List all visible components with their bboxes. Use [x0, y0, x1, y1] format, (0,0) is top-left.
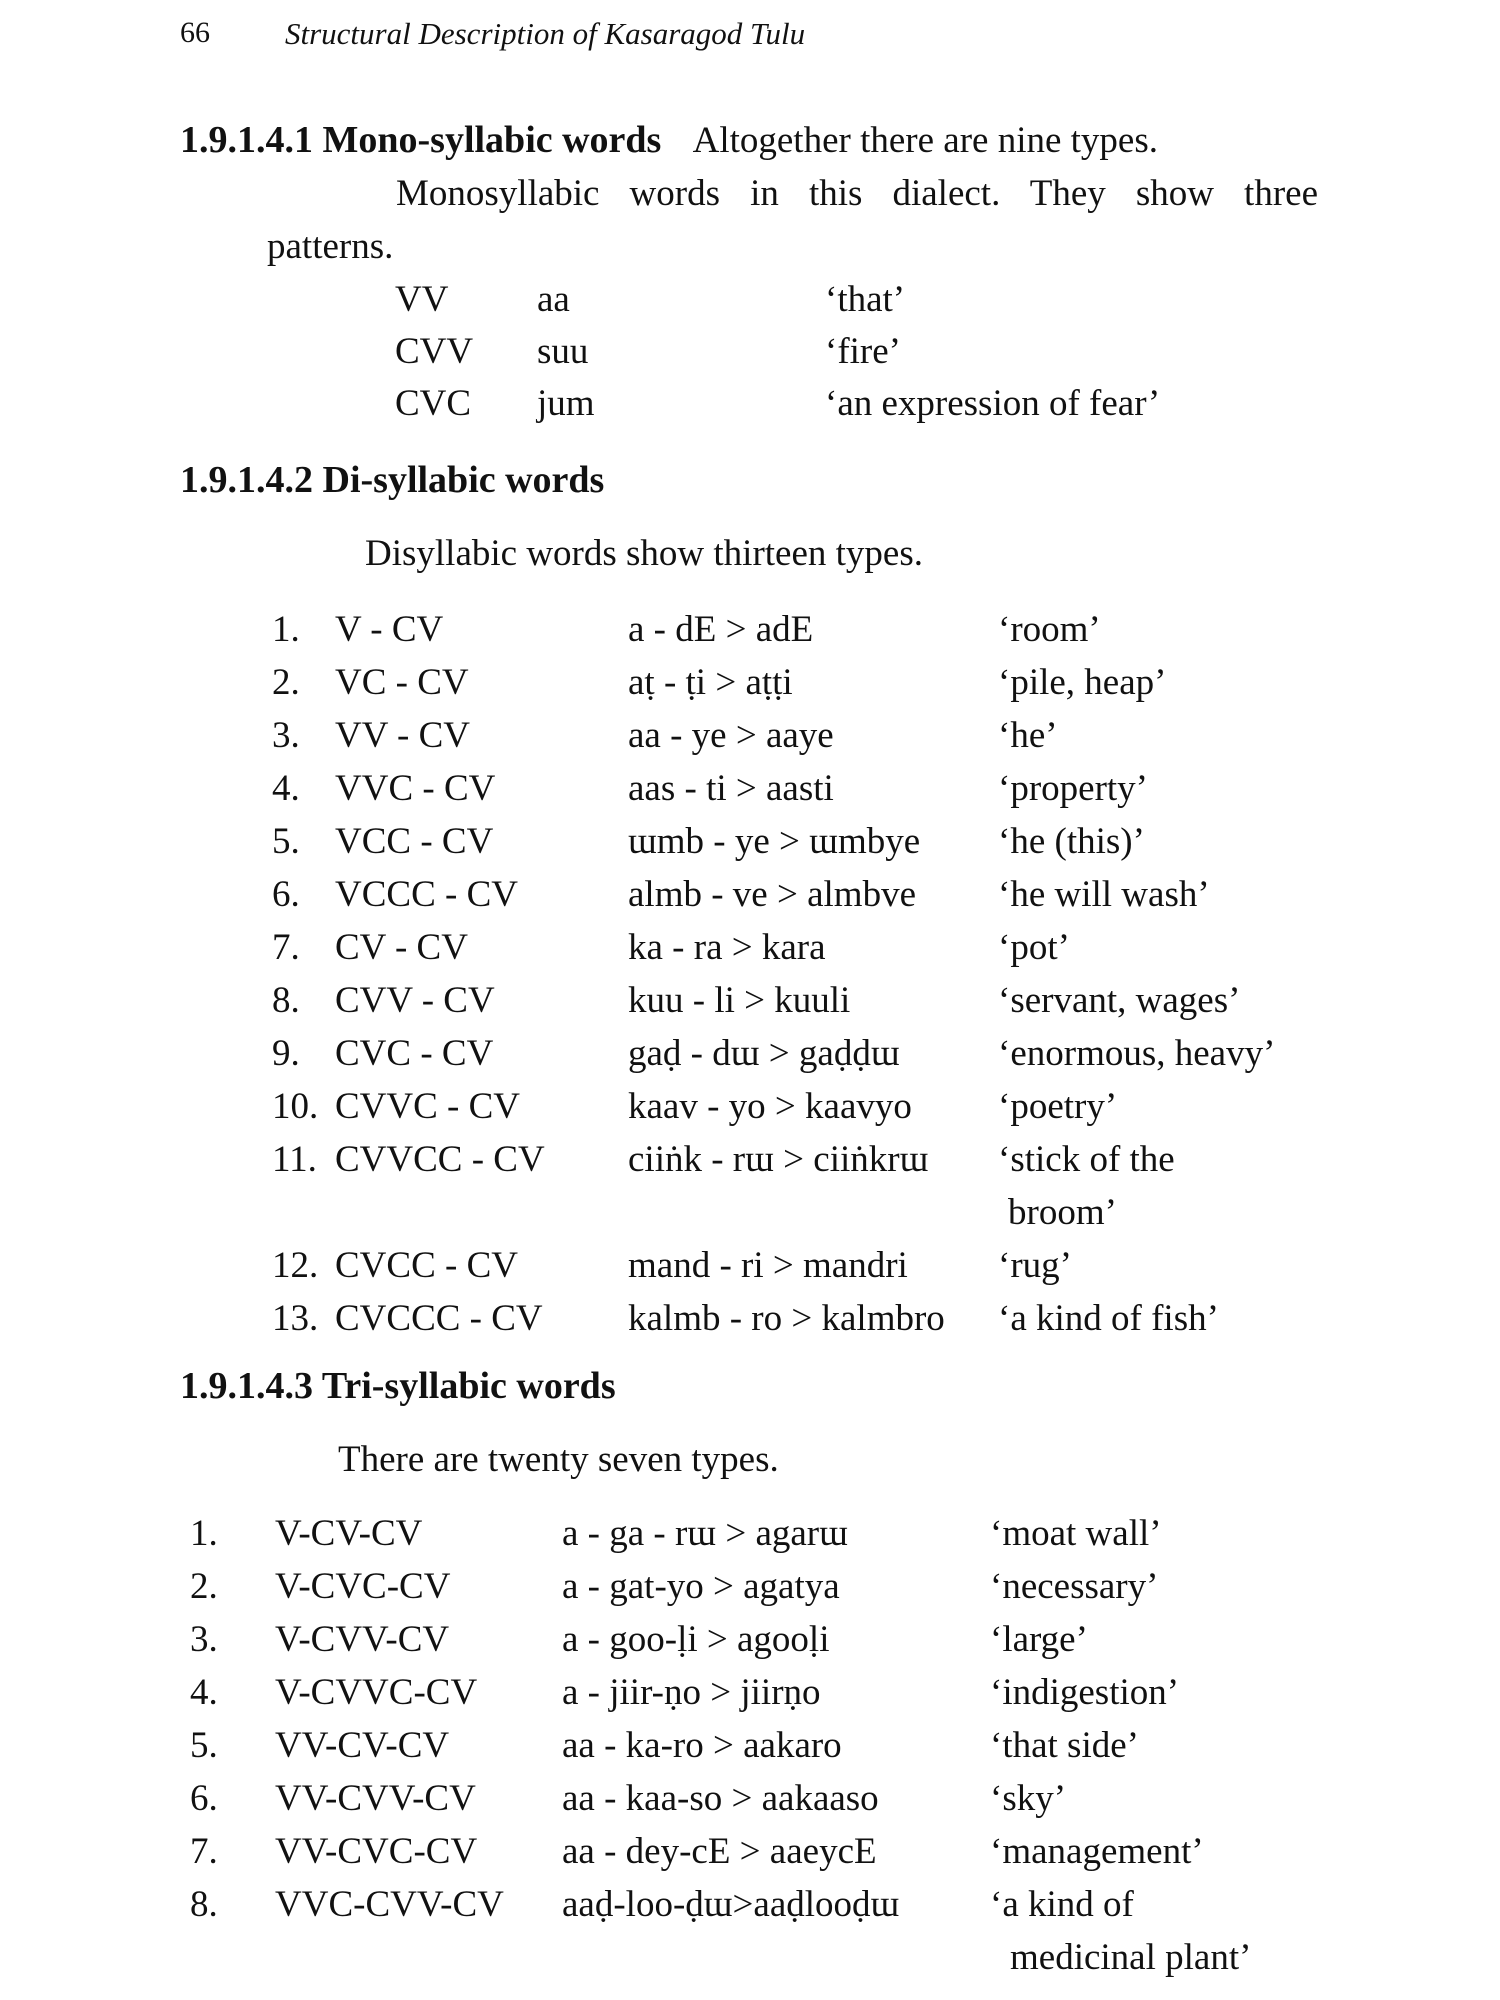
table-row	[0, 767, 1500, 815]
syllable-pattern: VCCC - CV	[335, 874, 518, 915]
example-word: jum	[537, 383, 595, 424]
gloss-continuation: medicinal plant’	[1010, 1937, 1252, 1978]
gloss: ‘indigestion’	[990, 1672, 1180, 1713]
item-number: 6.	[190, 1778, 218, 1819]
table-row	[0, 382, 1500, 430]
item-number: 12.	[272, 1245, 319, 1286]
example-derivation: ɯmb - ye > ɯmbye	[628, 821, 921, 862]
example-derivation: a - ga - rɯ > agarɯ	[562, 1513, 848, 1554]
item-number: 6.	[272, 874, 300, 915]
gloss: ‘he (this)’	[998, 821, 1145, 862]
syllable-pattern: V-CVV-CV	[275, 1619, 450, 1660]
item-number: 7.	[190, 1831, 218, 1872]
syllable-pattern: CVCC - CV	[335, 1245, 518, 1286]
gloss: ‘property’	[998, 768, 1148, 809]
syllable-pattern: V - CV	[335, 609, 444, 650]
item-number: 9.	[272, 1033, 300, 1074]
syllable-pattern: VVC-CVV-CV	[275, 1884, 504, 1925]
gloss: ‘an expression of fear’	[825, 383, 1161, 424]
item-number: 11.	[272, 1139, 317, 1180]
example-derivation: almb - ve > almbve	[628, 874, 916, 915]
gloss: ‘sky’	[990, 1778, 1067, 1819]
gloss: ‘enormous, heavy’	[998, 1033, 1276, 1074]
item-number: 1.	[272, 609, 300, 650]
item-number: 5.	[272, 821, 300, 862]
table-row	[0, 1297, 1500, 1345]
gloss: ‘room’	[998, 609, 1101, 650]
example-derivation: aa - dey-cE > aaeycE	[562, 1831, 877, 1872]
table-row	[0, 1671, 1500, 1719]
item-number: 8.	[190, 1884, 218, 1925]
example-derivation: aaḍ-loo-ḍɯ>aaḍlooḍɯ	[562, 1884, 900, 1925]
example-derivation: a - dE > adE	[628, 609, 814, 650]
gloss: ‘moat wall’	[990, 1513, 1162, 1554]
syllable-pattern: CV - CV	[335, 927, 468, 968]
table-row	[0, 278, 1500, 326]
syllable-pattern: V-CVC-CV	[275, 1566, 451, 1607]
gloss: ‘management’	[990, 1831, 1204, 1872]
example-derivation: ka - ra > kara	[628, 927, 826, 968]
syllable-pattern: CVVC - CV	[335, 1086, 521, 1127]
table-row	[0, 1724, 1500, 1772]
example-derivation: ciiṅk - rɯ > ciiṅkrɯ	[628, 1139, 929, 1180]
example-derivation: a - jiir-ṇo > jiirṇo	[562, 1672, 821, 1713]
item-number: 3.	[190, 1619, 218, 1660]
item-number: 8.	[272, 980, 300, 1021]
example-derivation: aa - ka-ro > aakaro	[562, 1725, 842, 1766]
gloss: ‘large’	[990, 1619, 1088, 1660]
syllable-pattern: VC - CV	[335, 662, 469, 703]
table-row	[0, 714, 1500, 762]
table-row	[0, 1085, 1500, 1133]
syllable-pattern: VV - CV	[335, 715, 470, 756]
example-derivation: aas - ti > aasti	[628, 768, 834, 809]
item-number: 10.	[272, 1086, 319, 1127]
item-number: 7.	[272, 927, 300, 968]
syllable-pattern: CVVCC - CV	[335, 1139, 545, 1180]
section-2-intro: Disyllabic words show thirteen types.	[365, 533, 923, 574]
example-word: aa	[537, 279, 570, 320]
item-number: 13.	[272, 1298, 319, 1339]
syllable-pattern: VV-CVC-CV	[275, 1831, 478, 1872]
gloss: ‘pile, heap’	[998, 662, 1167, 703]
gloss: ‘rug’	[998, 1245, 1072, 1286]
gloss: ‘a kind of	[990, 1884, 1134, 1925]
example-derivation: aa - ye > aaye	[628, 715, 834, 756]
item-number: 4.	[190, 1672, 218, 1713]
table-row	[0, 661, 1500, 709]
section-2-heading: 1.9.1.4.2 Di-syllabic words	[180, 459, 605, 501]
gloss: ‘necessary’	[990, 1566, 1159, 1607]
example-derivation: kuu - li > kuuli	[628, 980, 851, 1021]
section-1-heading	[180, 118, 1158, 162]
syllable-pattern: VV-CV-CV	[275, 1725, 450, 1766]
item-number: 2.	[190, 1566, 218, 1607]
example-word: suu	[537, 331, 589, 372]
table-row	[0, 979, 1500, 1027]
gloss-continuation: broom’	[1008, 1192, 1117, 1233]
table-row	[0, 926, 1500, 974]
syllable-pattern: VV	[395, 279, 449, 320]
example-derivation: mand - ri > mandri	[628, 1245, 908, 1286]
gloss: ‘fire’	[825, 331, 901, 372]
syllable-pattern: CVCCC - CV	[335, 1298, 543, 1339]
syllable-pattern: CVV	[395, 331, 474, 372]
section-1-number: 1.9.1.4.1 Mono-syllabic words	[180, 119, 662, 161]
table-row	[0, 1138, 1500, 1233]
example-derivation: kaav - yo > kaavyo	[628, 1086, 912, 1127]
page-number: 66	[180, 16, 210, 49]
section-1-intro-cont: Monosyllabic words in this dialect. They show three	[396, 173, 1318, 214]
section-1-intro-lead: Altogether there are nine types.	[692, 120, 1158, 161]
example-derivation: kalmb - ro > kalmbro	[628, 1298, 945, 1339]
gloss: ‘he will wash’	[998, 874, 1210, 915]
table-row	[0, 1618, 1500, 1666]
table-row	[0, 1883, 1500, 1978]
gloss: ‘he’	[998, 715, 1058, 756]
item-number: 3.	[272, 715, 300, 756]
syllable-pattern: CVC - CV	[335, 1033, 494, 1074]
table-row	[0, 1777, 1500, 1825]
gloss: ‘that’	[825, 279, 906, 320]
item-number: 2.	[272, 662, 300, 703]
gloss: ‘a kind of fish’	[998, 1298, 1219, 1339]
example-derivation: gaḍ - dɯ > gaḍḍɯ	[628, 1033, 900, 1074]
table-row	[0, 330, 1500, 378]
running-title: Structural Description of Kasaragod Tulu	[285, 16, 806, 51]
item-number: 1.	[190, 1513, 218, 1554]
gloss: ‘that side’	[990, 1725, 1139, 1766]
syllable-pattern: VV-CVV-CV	[275, 1778, 476, 1819]
table-row	[0, 1830, 1500, 1878]
gloss: ‘stick of the	[998, 1139, 1175, 1180]
syllable-pattern: CVC	[395, 383, 472, 424]
syllable-pattern: V-CV-CV	[275, 1513, 423, 1554]
example-derivation: a - goo-ḷi > agooḷi	[562, 1619, 830, 1660]
section-3-intro: There are twenty seven types.	[338, 1439, 779, 1480]
example-derivation: a - gat-yo > agatya	[562, 1566, 840, 1607]
table-row	[0, 820, 1500, 868]
syllable-pattern: VVC - CV	[335, 768, 496, 809]
section-1-intro-end: patterns.	[267, 226, 394, 267]
table-row	[0, 873, 1500, 921]
syllable-pattern: CVV - CV	[335, 980, 495, 1021]
table-row	[0, 1244, 1500, 1292]
item-number: 5.	[190, 1725, 218, 1766]
example-derivation: aṭ - ṭi > aṭṭi	[628, 662, 793, 703]
syllable-pattern: VCC - CV	[335, 821, 494, 862]
table-row	[0, 1032, 1500, 1080]
section-3-heading: 1.9.1.4.3 Tri-syllabic words	[180, 1365, 616, 1407]
example-derivation: aa - kaa-so > aakaaso	[562, 1778, 879, 1819]
syllable-pattern: V-CVVC-CV	[275, 1672, 478, 1713]
table-row	[0, 1565, 1500, 1613]
item-number: 4.	[272, 768, 300, 809]
gloss: ‘servant, wages’	[998, 980, 1241, 1021]
table-row	[0, 608, 1500, 656]
gloss: ‘poetry’	[998, 1086, 1118, 1127]
table-row	[0, 1512, 1500, 1560]
gloss: ‘pot’	[998, 927, 1070, 968]
